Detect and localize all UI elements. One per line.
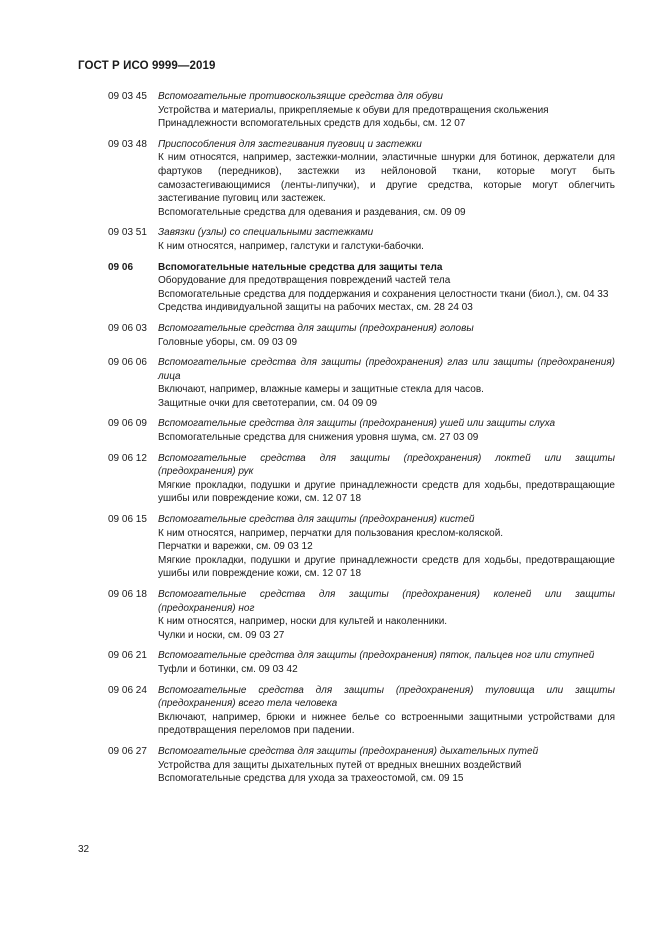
- entry-reference: Принадлежности вспомогательных средств для ходьбы, см. 12 07: [158, 118, 466, 130]
- page-number: 32: [78, 844, 90, 855]
- entry-code: 09 06 21: [108, 650, 147, 662]
- entry-code: 09 06: [108, 261, 134, 273]
- entry-text: К ним относятся, например, носки для культей и наколенники.: [158, 616, 448, 628]
- entry-title: Вспомогательные противоскользящие средства для обуви: [158, 91, 443, 102]
- entry-reference: Вспомогательные средства для снижения уровня шума, см. 27 03 09: [158, 432, 479, 444]
- entry-title: Вспомогательные средства для защиты (предохранения) дыхательных путей: [158, 745, 539, 757]
- entry-reference: Туфли и ботинки, см. 09 03 42: [158, 663, 298, 675]
- entry-09-06-06: [78, 356, 615, 410]
- entry-reference: Мягкие прокладки, подушки и другие принадлежности средств для ходьбы, предотвращающие ушибы или повреждение кожи, см. 12 07 18: [158, 554, 615, 580]
- entry-reference: Вспомогательные средства для одевания и раздевания, см. 09 09: [158, 206, 466, 218]
- entry-text: К ним относятся, например, застежки-молнии, эластичные шнурки для ботинок, держатели для фартуков (передников), застежки из нейлоновой ткани, которые могут быть самозастегивающимися (ленты-липучки), и другие средства, которые могут облегчить застегивание пуговиц или застежек.: [158, 152, 615, 205]
- entry-09-03-48: [78, 138, 615, 220]
- entry-09-06-24: [78, 684, 615, 738]
- document-header: ГОСТ Р ИСО 9999—2019: [78, 60, 216, 72]
- entry-code: 09 06 27: [108, 745, 147, 757]
- entry-title: Вспомогательные средства для защиты (предохранения) локтей или защиты (предохранения) рук: [158, 452, 615, 478]
- entry-code: 09 06 12: [108, 452, 147, 464]
- entry-09-03-51: [78, 226, 615, 253]
- entry-09-06-03: [78, 322, 615, 349]
- entry-title: Вспомогательные средства для защиты (предохранения) головы: [158, 322, 474, 334]
- entry-09-06-27: [78, 745, 615, 786]
- entry-reference: Вспомогательные средства для ухода за трахеостомой, см. 09 15: [158, 773, 464, 785]
- entry-code: 09 06 03: [108, 322, 147, 334]
- entry-text: К ним относятся, например, перчатки для пользования креслом-коляской.: [158, 527, 504, 539]
- entry-text: Устройства для защиты дыхательных путей от вредных внешних воздействий: [158, 759, 522, 771]
- entry-code: 09 06 09: [108, 418, 147, 430]
- entry-09-03-45: [78, 90, 615, 131]
- entry-code: 09 06 24: [108, 684, 147, 696]
- entry-title: Завязки (узлы) со специальными застежками: [158, 227, 374, 239]
- entry-code: 09 03 45: [108, 91, 147, 102]
- entry-title: Вспомогательные средства для защиты (предохранения) туловища или защиты (предохранения) всего тела человека: [158, 684, 615, 710]
- entry-text: Устройства и материалы, прикрепляемые к обуви для предотвращения скольжения: [158, 104, 549, 116]
- entry-code: 09 06 18: [108, 589, 147, 600]
- entry-09-06-15: [78, 513, 615, 581]
- entry-title: Приспособления для застегивания пуговиц и застежки: [158, 138, 422, 150]
- entry-code: 09 06 06: [108, 357, 147, 369]
- entry-text: Включают, например, влажные камеры и защитные стекла для часов.: [158, 384, 484, 396]
- entry-09-06-09: [78, 417, 615, 444]
- entry-reference: Перчатки и варежки, см. 09 03 12: [158, 541, 313, 553]
- entry-reference: Защитные очки для светотерапии, см. 04 09 09: [158, 397, 378, 409]
- entry-title: Вспомогательные средства для защиты (предохранения) коленей или защиты (предохранения) ног: [158, 589, 615, 614]
- entry-title: Вспомогательные нательные средства для защиты тела: [158, 261, 443, 273]
- entry-code: 09 03 51: [108, 227, 147, 239]
- entry-text: К ним относятся, например, галстуки и галстуки-бабочки.: [158, 240, 424, 252]
- entry-title: Вспомогательные средства для защиты (предохранения) ушей или защиты слуха: [158, 418, 556, 430]
- entry-title: Вспомогательные средства для защиты (предохранения) глаз или защиты (предохранения) лица: [158, 357, 615, 382]
- entry-reference: Мягкие прокладки, подушки и другие принадлежности средств для ходьбы, предотвращающие ушибы или повреждение кожи, см. 12 07 18: [158, 479, 615, 505]
- entry-title: Вспомогательные средства для защиты (предохранения) пяток, пальцев ног или ступней: [158, 650, 595, 662]
- entry-09-06: [78, 261, 615, 315]
- entry-reference: Средства индивидуальной защиты на рабочих местах, см. 28 24 03: [158, 302, 473, 314]
- entry-09-06-12: [78, 452, 615, 506]
- entry-reference: Вспомогательные средства для поддержания и сохранения целостности ткани (биол.), см. 04 33: [158, 288, 609, 300]
- entry-text: Оборудование для предотвращения повреждений частей тела: [158, 275, 451, 287]
- entry-code: 09 03 48: [108, 138, 147, 150]
- entry-title: Вспомогательные средства для защиты (предохранения) кистей: [158, 514, 475, 526]
- entry-09-06-21: [78, 649, 615, 676]
- entry-09-06-18: [78, 588, 615, 642]
- entry-text: Включают, например, брюки и нижнее белье со встроенными защитными устройствами для предотвращения переломов при падении.: [158, 711, 615, 737]
- classification-list: [78, 90, 615, 793]
- entry-reference: Чулки и носки, см. 09 03 27: [158, 629, 285, 641]
- entry-code: 09 06 15: [108, 514, 147, 526]
- entry-reference: Головные уборы, см. 09 03 09: [158, 336, 298, 348]
